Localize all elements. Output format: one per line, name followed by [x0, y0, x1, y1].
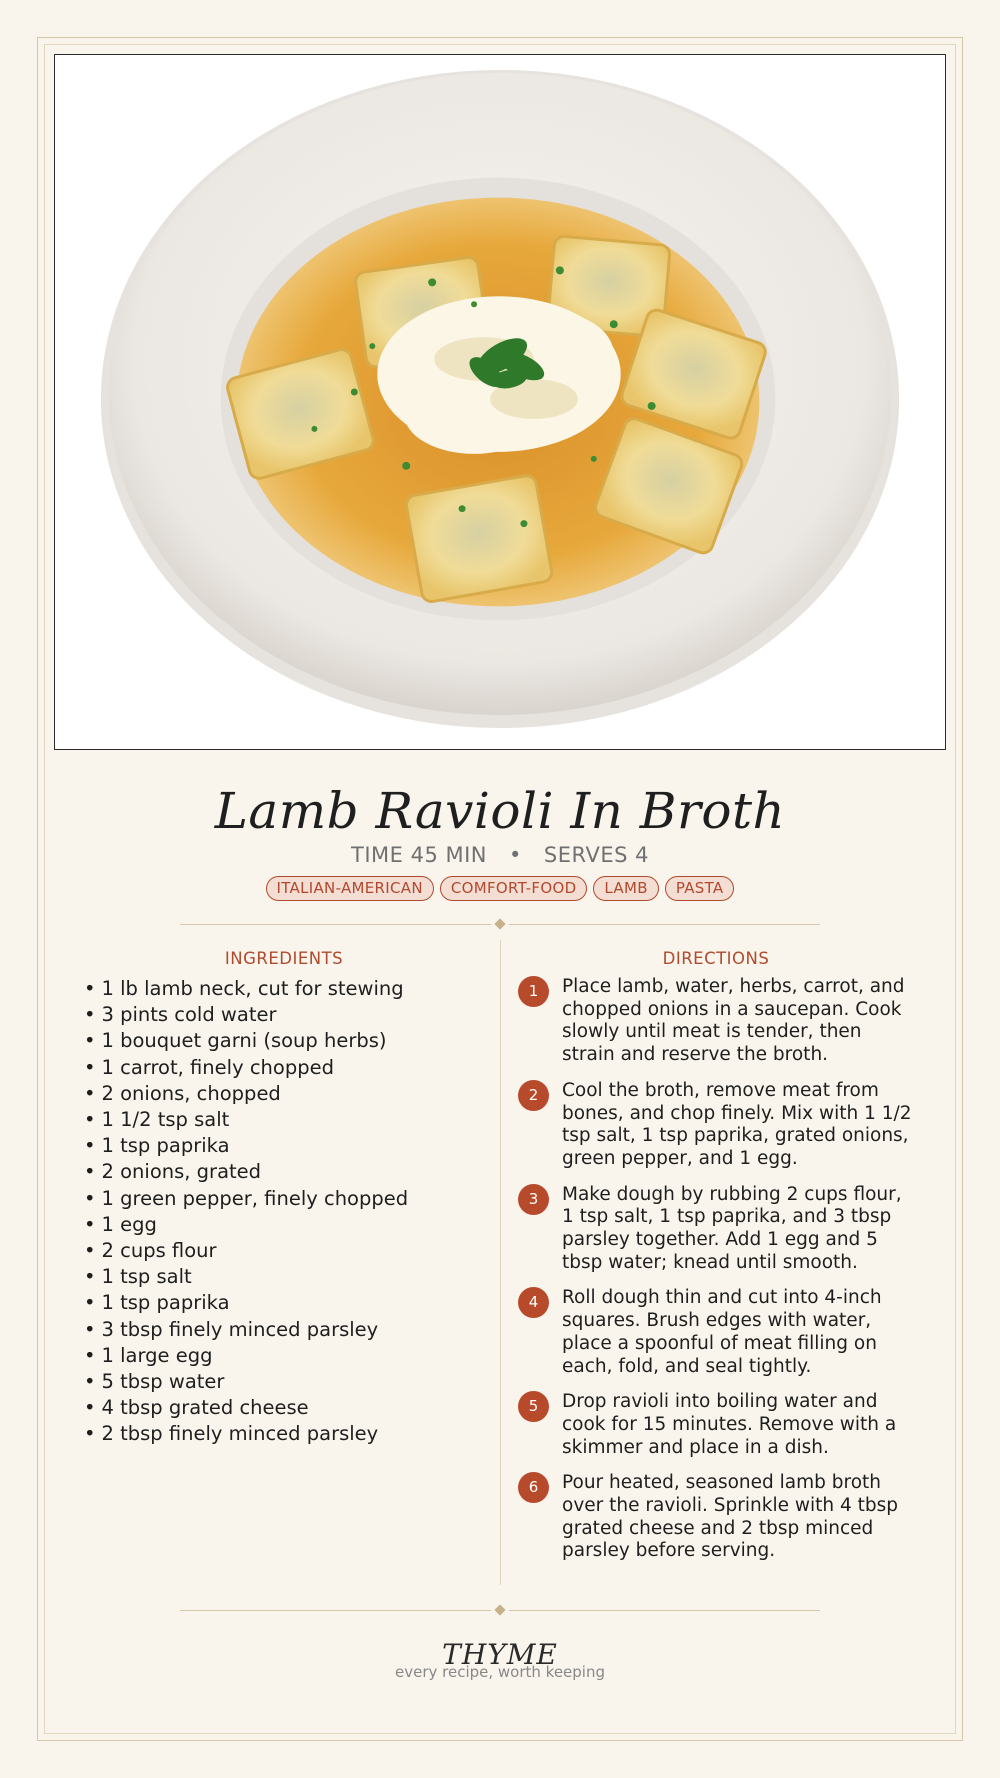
list-item: • 2 cups flour: [84, 1238, 484, 1264]
servings: SERVES 4: [543, 843, 649, 867]
cook-time: TIME 45 MIN: [351, 843, 488, 867]
tag-comfort-food[interactable]: COMFORT-FOOD: [440, 876, 588, 901]
brand-logo: THYME: [442, 1638, 558, 1671]
list-item: • 1 large egg: [84, 1343, 484, 1369]
brand-tagline: every recipe, worth keeping: [394, 1663, 605, 1681]
column-divider: [500, 940, 501, 1585]
list-item: • 1 lb lamb neck, cut for stewing: [84, 976, 484, 1002]
divider-top-right: [509, 924, 820, 925]
list-item: • 1 tsp paprika: [84, 1133, 484, 1159]
ravioli-bowl-illustration: [55, 55, 945, 749]
ingredients-heading: INGREDIENTS: [224, 949, 344, 968]
tag-lamb[interactable]: LAMB: [593, 876, 658, 901]
direction-step-2: [518, 1080, 918, 1171]
direction-step-3: [518, 1184, 918, 1275]
divider-bottom-left: [180, 1610, 491, 1611]
meta-separator: •: [509, 843, 522, 867]
direction-step-4: [518, 1287, 918, 1378]
step-number-badge: 1: [518, 976, 549, 1007]
divider-bottom-right: [509, 1610, 820, 1611]
list-item: • 2 onions, chopped: [84, 1081, 484, 1107]
step-number-badge: 5: [518, 1391, 549, 1422]
step-number-badge: 3: [518, 1184, 549, 1215]
ingredients-list: [84, 976, 484, 1448]
tag-italian-american[interactable]: ITALIAN-AMERICAN: [266, 876, 434, 901]
step-text: Cool the broth, remove meat from bones, and chop finely. Mix with 1 1/2 tsp salt, 1 tsp paprika, grated onions, green pepper, and 1 egg.: [562, 1079, 912, 1169]
list-item: • 1 carrot, finely chopped: [84, 1055, 484, 1081]
step-text: Drop ravioli into boiling water and cook for 15 minutes. Remove with a skimmer and place in a dish.: [562, 1391, 897, 1458]
direction-step-1: [518, 976, 918, 1067]
recipe-photo: [54, 54, 946, 750]
list-item: • 4 tbsp grated cheese: [84, 1395, 484, 1421]
step-text: Roll dough thin and cut into 4-inch squares. Brush edges with water, place a spoonful of meat filling on each, fold, and seal tightly.: [562, 1287, 882, 1377]
divider-top-left: [180, 924, 491, 925]
step-number-badge: 6: [518, 1472, 549, 1503]
recipe-meta: [0, 843, 1000, 867]
step-number-badge: 2: [518, 1080, 549, 1111]
step-text: Make dough by rubbing 2 cups flour, 1 tsp salt, 1 tsp paprika, and 3 tbsp parsley together. Add 1 egg and 5 tbsp water; knead until smooth.: [562, 1183, 902, 1273]
list-item: • 2 onions, grated: [84, 1159, 484, 1185]
direction-step-5: [518, 1391, 918, 1459]
step-text: Place lamb, water, herbs, carrot, and chopped onions in a saucepan. Cook slowly until meat is tender, then strain and reserve the broth.: [562, 976, 905, 1066]
tag-pasta[interactable]: PASTA: [665, 876, 735, 901]
recipe-title: Lamb Ravioli In Broth: [214, 782, 786, 840]
list-item: • 1 bouquet garni (soup herbs): [84, 1028, 484, 1054]
step-text: Pour heated, seasoned lamb broth over the ravioli. Sprinkle with 4 tbsp grated cheese and 2 tbsp minced parsley before serving.: [562, 1472, 898, 1562]
list-item: • 1 1/2 tsp salt: [84, 1107, 484, 1133]
direction-step-6: [518, 1472, 918, 1563]
list-item: • 1 green pepper, finely chopped: [84, 1186, 484, 1212]
list-item: • 3 pints cold water: [84, 1002, 484, 1028]
list-item: • 3 tbsp finely minced parsley: [84, 1317, 484, 1343]
list-item: • 2 tbsp finely minced parsley: [84, 1421, 484, 1447]
step-number-badge: 4: [518, 1287, 549, 1318]
directions-list: [518, 976, 918, 1576]
tag-list: [0, 876, 1000, 901]
list-item: • 1 egg: [84, 1212, 484, 1238]
list-item: • 1 tsp paprika: [84, 1290, 484, 1316]
list-item: • 5 tbsp water: [84, 1369, 484, 1395]
directions-heading: DIRECTIONS: [662, 949, 770, 968]
list-item: • 1 tsp salt: [84, 1264, 484, 1290]
